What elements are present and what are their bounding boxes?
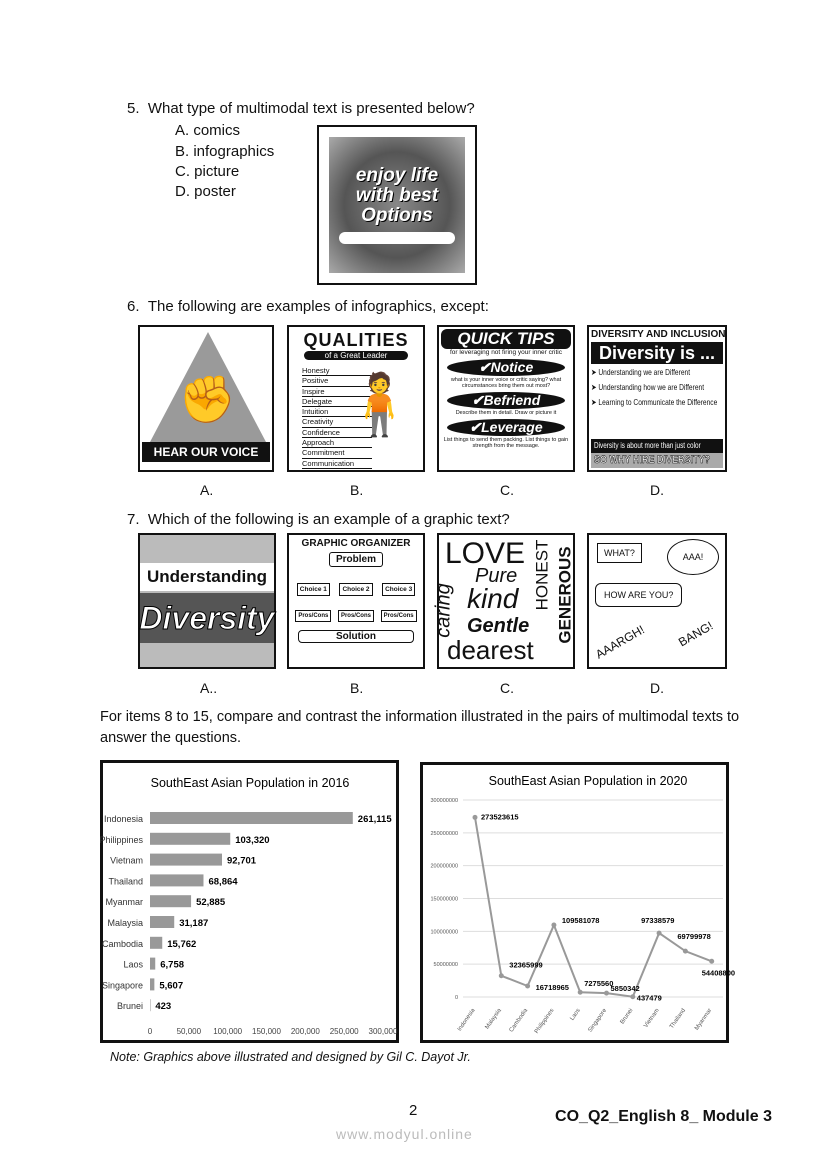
diversity-inclusion-infographic	[587, 325, 727, 472]
question-7	[127, 511, 510, 528]
choice-box: Choice 1	[297, 583, 330, 596]
value-label: 15,762	[167, 938, 197, 950]
tip-heading: ✔Befriend	[447, 392, 565, 409]
quality-item: Approach	[302, 438, 372, 448]
tip-description: List things to send them packing. List things to gain strength from the message.	[443, 437, 569, 449]
point-text: Understanding how we are Different	[598, 382, 705, 392]
word: LOVE	[445, 537, 526, 570]
tip-description: Describe them in detail. Draw or picture it	[455, 410, 557, 416]
data-point	[525, 984, 530, 989]
question-text: Which of the following is an example of a graphic text?	[147, 511, 510, 528]
chart-title: SouthEast Asian Population in 2016	[150, 776, 350, 790]
image-text: Understanding	[140, 563, 274, 591]
line-chart-svg	[423, 765, 736, 1040]
data-label: 109581078	[561, 916, 600, 926]
option-b: B. infographics	[175, 143, 275, 160]
choice-label-c: C.	[500, 680, 514, 696]
person-icon: 🧍	[342, 371, 417, 438]
bar	[150, 958, 155, 970]
raised-fist-icon: ✊	[178, 373, 237, 425]
question-6	[127, 298, 489, 315]
page-number: 2	[409, 1102, 418, 1119]
series-line	[475, 817, 712, 996]
point-text: Learning to Communicate the Difference	[598, 397, 718, 407]
category-label: Thailand	[108, 876, 143, 887]
choice-label-b: B.	[350, 482, 364, 498]
data-point	[709, 959, 714, 964]
tip-description: what is your inner voice or critic saying? what circumstances bring them out most?	[450, 377, 562, 389]
value-label: 261,115	[357, 814, 392, 825]
y-tick-label: 0	[454, 995, 458, 1001]
poster-text: with best	[355, 185, 439, 206]
solution-box: Solution	[298, 630, 414, 643]
quality-item: Positive	[302, 376, 372, 386]
understanding-diversity-image	[138, 533, 276, 669]
value-label: 5,607	[159, 980, 184, 992]
speech-bubble: WHAT?	[597, 543, 642, 563]
exclamation: BANG!	[676, 618, 716, 650]
watermark: www.modyul.online	[336, 1126, 473, 1142]
infographic-title: DIVERSITY AND INCLUSION	[591, 329, 726, 340]
category-label: Myanmar	[105, 897, 143, 908]
quality-item: Delegate	[302, 397, 372, 407]
category-label: Vietnam	[110, 855, 143, 866]
tip-heading: ✔Notice	[447, 359, 565, 376]
data-point	[499, 973, 504, 978]
caption: HEAR OUR VOICE	[142, 442, 270, 462]
word: HONEST	[532, 539, 552, 611]
diversity-point	[591, 380, 723, 395]
quality-item: Creativity	[302, 417, 372, 427]
word: GENEROUS	[555, 546, 575, 644]
data-point	[604, 991, 609, 996]
question-number: 5.	[127, 100, 140, 117]
arrow-circle-icon: ➤	[591, 382, 599, 392]
value-label: 6,758	[160, 959, 185, 971]
x-tick-label: Singapore	[587, 1007, 609, 1034]
bar	[150, 874, 203, 886]
quick-tips-infographic	[437, 325, 575, 472]
word: dearest	[447, 635, 534, 665]
diversity-point	[591, 365, 723, 380]
x-tick-label: Thailand	[668, 1007, 688, 1031]
category-label: Laos	[123, 959, 143, 970]
x-tick-label: 200,000	[290, 1027, 320, 1036]
bar	[150, 916, 174, 928]
choice-label-b: B.	[350, 680, 364, 696]
bar-chart-2016	[100, 760, 399, 1043]
category-label: Brunei	[116, 1001, 143, 1012]
instruction-text: For items 8 to 15, compare and contrast the information illustrated in the pairs of multimodal texts to answer the questions.	[100, 709, 740, 746]
word: Pure	[475, 565, 518, 587]
data-point	[578, 990, 583, 995]
x-tick-label: 50,000	[176, 1027, 202, 1036]
pros-cons-box: Pros/Cons	[338, 610, 374, 622]
word: kind	[467, 583, 519, 614]
question-number: 7.	[127, 511, 140, 528]
word: caring	[432, 583, 455, 638]
y-tick-label: 200000000	[430, 863, 458, 870]
pros-cons-box: Pros/Cons	[295, 610, 331, 622]
data-label: 54408800	[701, 968, 736, 978]
y-tick-label: 150000000	[430, 896, 458, 903]
data-label: 69799978	[677, 932, 711, 942]
data-label: 32365999	[509, 960, 543, 970]
x-tick-label: Myanmar	[694, 1007, 714, 1032]
value-label: 52,885	[196, 897, 226, 909]
y-tick-label: 250000000	[430, 830, 458, 837]
infographic-subtitle: for leveraging not firing your inner critic	[450, 349, 562, 356]
poster-text: Options	[361, 205, 433, 226]
data-point	[630, 994, 635, 999]
word-cloud-image	[432, 533, 575, 669]
quality-item: Communication	[302, 459, 372, 469]
infographic-footer: SO WHY HIRE DIVERSITY?	[594, 454, 711, 466]
poster-image	[317, 125, 477, 285]
option-c: C. picture	[175, 163, 240, 180]
category-label: Indonesia	[103, 814, 143, 824]
data-point	[683, 949, 688, 954]
x-tick-label: 0	[147, 1027, 153, 1036]
option-a: A. comics	[175, 122, 241, 139]
organizer-title: GRAPHIC ORGANIZER	[301, 538, 411, 549]
y-tick-label: 100000000	[430, 929, 458, 936]
data-point	[473, 815, 478, 820]
quality-item: Intuition	[302, 407, 372, 417]
data-label: 16718965	[535, 983, 569, 993]
hear-our-voice-image	[138, 325, 274, 472]
x-tick-label: Laos	[569, 1007, 582, 1022]
pros-cons-box: Pros/Cons	[381, 610, 417, 622]
x-tick-label: Malaysia	[484, 1007, 503, 1031]
bar-chart-svg	[99, 763, 398, 1040]
value-label: 68,864	[208, 876, 238, 888]
x-tick-label: Philippines	[533, 1007, 556, 1035]
x-tick-label: 250,000	[329, 1027, 359, 1036]
arrow-circle-icon: ➤	[591, 397, 599, 407]
quality-item: Commitment	[302, 448, 372, 458]
infographic-banner-wrap	[591, 439, 723, 453]
bar	[150, 895, 191, 907]
choice-box: Choice 3	[382, 583, 415, 596]
data-point	[551, 923, 556, 928]
speech-bubble: AAA!	[667, 539, 719, 575]
line-chart-2020	[420, 762, 736, 1043]
choice-label-c: C.	[500, 482, 514, 498]
bar	[150, 937, 162, 949]
choice-label-a: A.	[200, 482, 214, 498]
data-label: 437479	[636, 993, 662, 1003]
quality-item: Inspire	[302, 387, 372, 397]
chart-title: SouthEast Asian Population in 2020	[488, 774, 688, 788]
qualities-infographic	[287, 325, 425, 472]
infographic-headline: Diversity is ...	[591, 342, 723, 364]
graphics-note: Note: Graphics above illustrated and designed by Gil C. Dayot Jr.	[110, 1050, 471, 1064]
value-label: 423	[155, 1001, 172, 1013]
x-tick-label: 150,000	[252, 1027, 281, 1036]
choice-box: Choice 2	[339, 583, 372, 596]
category-label: Cambodia	[101, 938, 143, 949]
image-text: Diversity	[140, 593, 274, 643]
data-label: 97338579	[641, 916, 675, 926]
data-label: 5850342	[610, 984, 640, 994]
speech-bubble: HOW ARE YOU?	[595, 583, 682, 607]
arrow-circle-icon: ➤	[591, 367, 599, 377]
y-tick-label: 50000000	[433, 962, 458, 969]
diversity-point	[591, 395, 723, 410]
bar	[150, 999, 151, 1011]
choice-label-a: A..	[200, 680, 218, 696]
data-point	[657, 931, 662, 936]
tip-heading: ✔Leverage	[447, 419, 565, 436]
poster-text: enjoy life	[355, 165, 439, 186]
category-label: Philippines	[99, 834, 143, 845]
infographic-title: QUICK TIPS	[441, 329, 571, 349]
exclamation: AAARGH!	[593, 622, 647, 662]
infographic-title: QUALITIES	[303, 330, 409, 350]
quality-item: Confidence	[302, 428, 372, 438]
bar	[150, 833, 230, 845]
point-text: Understanding we are Different	[598, 367, 691, 377]
value-label: 92,701	[226, 855, 257, 867]
comic-image	[587, 533, 727, 669]
bar	[150, 978, 154, 990]
word: Gentle	[467, 615, 530, 637]
quality-item: Honesty	[302, 366, 372, 376]
data-label: 7275560	[584, 979, 614, 989]
y-tick-label: 300000000	[430, 798, 458, 804]
question-5	[127, 100, 475, 117]
category-label: Malaysia	[107, 918, 143, 928]
category-label: Singapore	[101, 980, 143, 991]
data-label: 273523615	[481, 812, 519, 822]
x-tick-label: Brunei	[619, 1007, 635, 1026]
choice-label-d: D.	[650, 680, 664, 696]
x-tick-label: Cambodia	[508, 1007, 530, 1034]
question-text: The following are examples of infographics, except:	[147, 298, 489, 315]
module-code: CO_Q2_English 8_ Module 3	[555, 1108, 772, 1125]
choice-label-d: D.	[650, 482, 664, 498]
problem-box: Problem	[329, 552, 383, 567]
x-tick-label: 300,000	[368, 1027, 398, 1036]
option-d: D. poster	[175, 183, 236, 200]
value-label: 103,320	[235, 834, 270, 846]
bar	[150, 812, 353, 824]
x-tick-label: Vietnam	[643, 1007, 661, 1030]
bar	[150, 854, 222, 866]
question-text: What type of multimodal text is presented below?	[147, 100, 475, 117]
x-tick-label: Indonesia	[456, 1007, 477, 1033]
graphic-organizer-image	[287, 533, 425, 669]
x-tick-label: 100,000	[213, 1027, 243, 1036]
infographic-subtitle: of a Great Leader	[304, 351, 408, 360]
question-number: 6.	[127, 298, 140, 315]
infographic-footer-wrap	[591, 453, 723, 468]
infographic-banner: Diversity is about more than just color	[594, 441, 701, 450]
value-label: 31,187	[179, 918, 209, 929]
